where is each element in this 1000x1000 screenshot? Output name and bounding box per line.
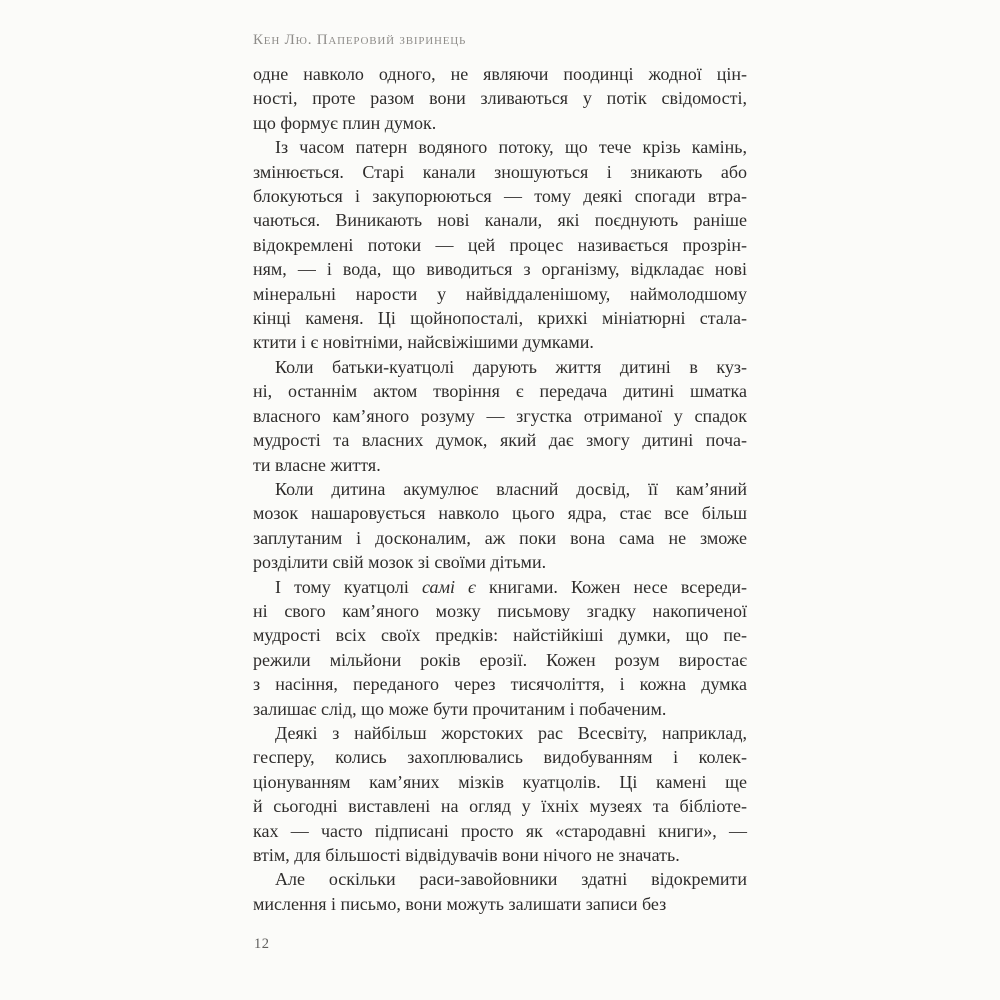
text-line: мінеральні нарости у найвіддаленішому, наймолодшому (253, 283, 747, 304)
paragraph (253, 867, 747, 916)
text-line: ціонуванням кам’яних мізків куатцолів. Ці камені ще (253, 771, 747, 792)
text-line: ням, — і вода, що виводиться з організму, відкладає нові (253, 259, 747, 280)
text-line: розділити свій мозок зі своїми дітьми. (253, 552, 547, 573)
paragraph (253, 355, 747, 477)
text-line: Коли батьки-куатцолі дарують життя дитині в куз- (275, 356, 747, 377)
paragraph (253, 721, 747, 867)
text-line: Із часом патерн водяного потоку, що тече крізь камінь, (275, 137, 747, 158)
text-line: Коли дитина акумулює власний досвід, її кам’яний (275, 478, 747, 499)
text-line: Але оскільки раси-завойовники здатні відокремити (275, 869, 747, 890)
text-line: одне навколо одного, не являючи поодинці жодної цін- (253, 64, 747, 84)
text-line: чаються. Виникають нові канали, які поєднують раніше (253, 210, 747, 231)
text-line: ні, останнім актом творіння є передача дитині шматка (253, 381, 747, 402)
text-line: мозок нашаровується навколо цього ядра, стає все більш (253, 503, 747, 524)
text-line: режили мільйони років ерозії. Кожен розум виростає (253, 649, 747, 670)
text-line: кінці каменя. Ці щойнопосталі, крихкі мініатюрні стала- (253, 308, 747, 329)
page-number: 12 (254, 936, 270, 952)
text-line: ктити і є новітніми, найсвіжішими думками. (253, 332, 594, 353)
text-line: ні свого кам’яного мозку письмову згадку накопиченої (253, 600, 747, 621)
text-line: мудрості всіх своїх предків: найстійкіші думки, що пе- (253, 625, 747, 646)
text-line: відокремлені потоки — цей процес називається прозрін- (253, 234, 747, 255)
text-line: мудрості та власних думок, який дає змогу дитині поча- (253, 430, 747, 451)
text-line: ти власне життя. (253, 454, 381, 475)
text-line: власного кам’яного розуму — згустка отриманої у спадок (253, 405, 747, 426)
text-line: гесперу, колись захоплювались видобуванням і колек- (253, 747, 747, 768)
text-line: змінюється. Старі канали зношуються і зникають або (253, 161, 747, 182)
text-line: Деякі з найбільш жорстоких рас Всесвіту, наприклад, (275, 722, 747, 743)
paragraph (253, 477, 747, 575)
text-line: ках — часто підписані просто як «стародавні книги», — (253, 820, 747, 841)
text-line: й сьогодні виставлені на огляд у їхніх музеях та бібліоте- (253, 796, 747, 817)
text-block (253, 62, 747, 916)
text-line: з насіння, переданого через тисячоліття, і кожна думка (253, 674, 747, 695)
text-line: блокуються і закупорюються — тому деякі спогади втра- (253, 186, 747, 207)
text-line: залишає слід, що може бути прочитаним і побаченим. (253, 698, 667, 719)
text-line: втім, для більшості відвідувачів вони нічого не значать. (253, 845, 680, 865)
text-line: що формує плин думок. (253, 112, 437, 133)
text-line: заплутаним і досконалим, аж поки вона сама не зможе (253, 527, 747, 548)
text-line: І тому куатцолі самі є книгами. Кожен несе всереди- (275, 576, 747, 597)
paragraph (253, 135, 747, 355)
paragraph (253, 62, 747, 135)
text-line: мислення і письмо, вони можуть залишати записи без (253, 893, 667, 914)
text-line: ності, проте разом вони зливаються у потік свідомості, (253, 88, 747, 109)
paragraph (253, 575, 747, 721)
running-header: Кен Лю. Паперовий звіринець (253, 32, 467, 48)
